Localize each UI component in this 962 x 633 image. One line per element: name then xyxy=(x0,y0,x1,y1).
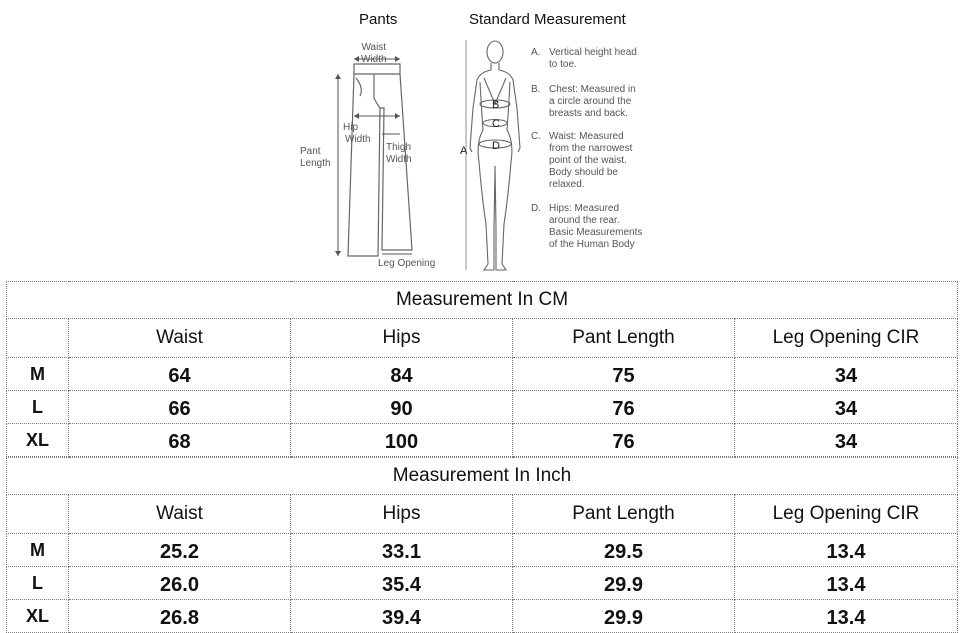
body-letter-a: A xyxy=(460,145,468,157)
leg-opening-label: Leg Opening xyxy=(378,258,436,269)
leg-opening-value: 13.4 xyxy=(735,567,958,600)
table-row xyxy=(7,424,958,457)
size-label: XL xyxy=(7,424,69,457)
hips-value: 84 xyxy=(291,358,513,391)
leg-opening-value: 13.4 xyxy=(735,600,958,633)
body-letter-b: B xyxy=(492,99,500,111)
size-label: XL xyxy=(7,600,69,633)
table-header-row xyxy=(7,495,958,534)
header-blank xyxy=(7,495,69,534)
table-row xyxy=(7,600,958,633)
header-waist: Waist xyxy=(69,319,291,358)
waist-value: 64 xyxy=(69,358,291,391)
waist-value: 26.0 xyxy=(69,567,291,600)
body-letter-c: C xyxy=(492,118,500,130)
inch-table-caption: Measurement In Inch xyxy=(7,458,958,495)
hips-value: 100 xyxy=(291,424,513,457)
header-blank xyxy=(7,319,69,358)
size-label: L xyxy=(7,567,69,600)
pants-title: Pants xyxy=(359,11,398,28)
body-letter-d: D xyxy=(492,140,500,152)
thigh-width-label: Thigh Width xyxy=(386,142,412,165)
pant-length-value: 75 xyxy=(513,358,735,391)
hip-width-label: Hip Width xyxy=(343,122,371,145)
hips-value: 39.4 xyxy=(291,600,513,633)
header-leg-opening: Leg Opening CIR xyxy=(735,495,958,534)
table-row xyxy=(7,567,958,600)
waist-value: 26.8 xyxy=(69,600,291,633)
body-figure-illustration xyxy=(460,38,530,274)
hips-value: 35.4 xyxy=(291,567,513,600)
pant-length-label: Pant Length xyxy=(300,146,331,169)
pant-length-value: 76 xyxy=(513,424,735,457)
header-hips: Hips xyxy=(291,495,513,534)
header-leg-opening: Leg Opening CIR xyxy=(735,319,958,358)
waist-width-label: Waist Width xyxy=(361,42,387,65)
waist-value: 25.2 xyxy=(69,534,291,567)
table-row xyxy=(7,534,958,567)
hips-value: 33.1 xyxy=(291,534,513,567)
size-label: M xyxy=(7,358,69,391)
measurement-diagram xyxy=(0,0,962,280)
note-a: A. Vertical height head to toe. xyxy=(531,47,637,70)
note-c: C. Waist: Measured from the narrowest point of the waist. Body should be relaxed. xyxy=(531,131,633,190)
table-row xyxy=(7,358,958,391)
note-b: B. Chest: Measured in a circle around the breasts and back. xyxy=(531,84,636,119)
table-row xyxy=(7,391,958,424)
leg-opening-value: 34 xyxy=(735,424,958,457)
header-waist: Waist xyxy=(69,495,291,534)
leg-opening-value: 34 xyxy=(735,391,958,424)
waist-value: 68 xyxy=(69,424,291,457)
header-hips: Hips xyxy=(291,319,513,358)
cm-table-caption: Measurement In CM xyxy=(7,282,958,319)
pant-length-value: 29.9 xyxy=(513,600,735,633)
leg-opening-value: 13.4 xyxy=(735,534,958,567)
header-pant-length: Pant Length xyxy=(513,495,735,534)
standard-measurement-title: Standard Measurement xyxy=(469,11,626,28)
inch-size-table xyxy=(6,457,958,633)
leg-opening-value: 34 xyxy=(735,358,958,391)
hips-value: 90 xyxy=(291,391,513,424)
pant-length-value: 29.9 xyxy=(513,567,735,600)
size-label: L xyxy=(7,391,69,424)
waist-value: 66 xyxy=(69,391,291,424)
header-pant-length: Pant Length xyxy=(513,319,735,358)
table-caption-row xyxy=(7,282,958,319)
note-d: D. Hips: Measured around the rear. Basic Measurements of the Human Body xyxy=(531,203,643,250)
table-header-row xyxy=(7,319,958,358)
size-label: M xyxy=(7,534,69,567)
cm-size-table xyxy=(6,281,958,457)
pant-length-value: 29.5 xyxy=(513,534,735,567)
pants-illustration xyxy=(320,38,450,263)
pant-length-value: 76 xyxy=(513,391,735,424)
table-caption-row xyxy=(7,458,958,495)
